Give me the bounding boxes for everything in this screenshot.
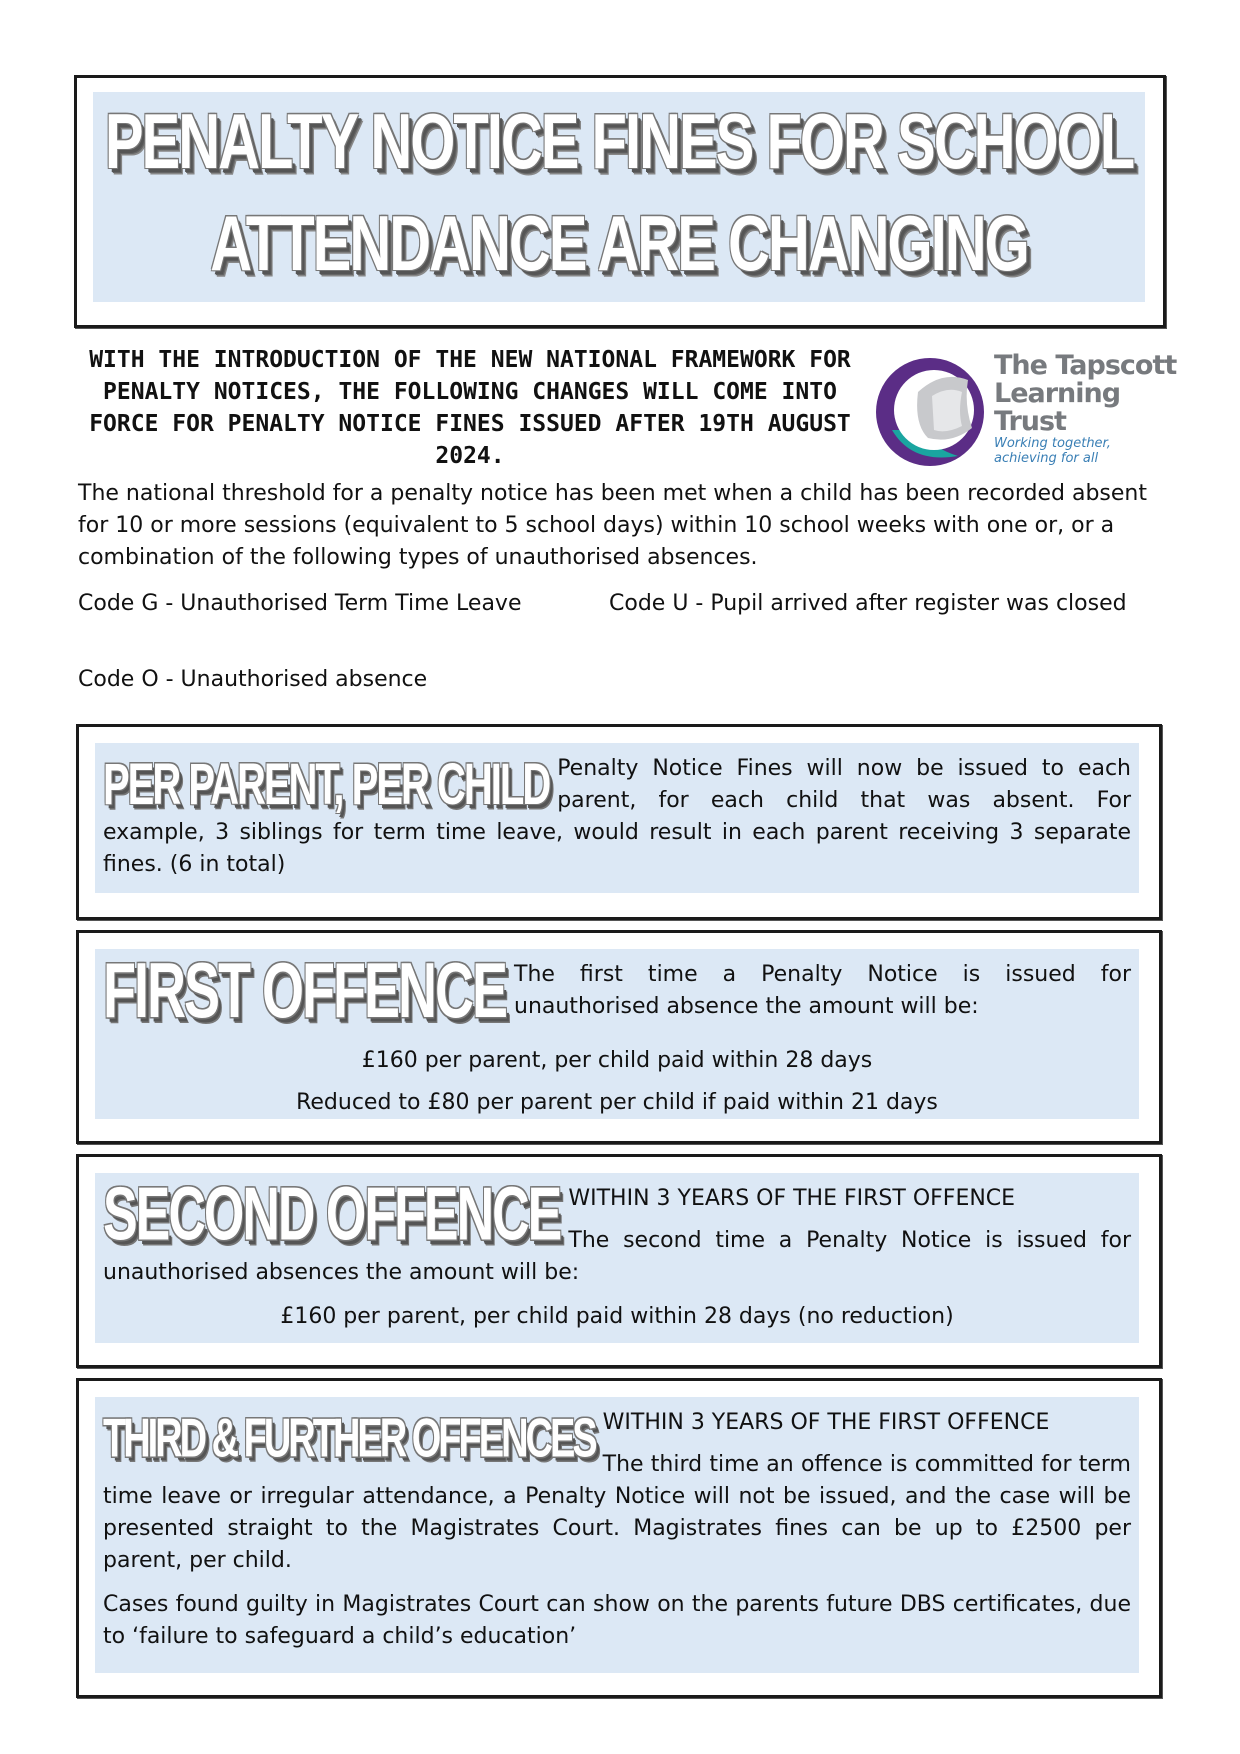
- third-offence-content: [95, 1397, 1139, 1665]
- per-parent-frame: [76, 724, 1162, 920]
- logo-name: [994, 352, 1176, 436]
- first-offence-title: FIRST OFFENCE: [103, 947, 506, 1035]
- logo-name-line-1: The Tapscott: [994, 350, 1177, 381]
- logo-name-line-2: Learning: [994, 378, 1121, 409]
- intro-heading: WITH THE INTRODUCTION OF THE NEW NATIONAL FRAMEWORK FOR PENALTY NOTICES, THE FOLLOWING CHANGES WILL COME INTO FORCE FOR PENALTY NOTICE FINES ISSUED AFTER 19TH AUGUST 2024.: [89, 347, 851, 469]
- logo-tagline: [994, 436, 1111, 466]
- tapscott-logo: [872, 352, 1182, 472]
- code-u: Code U - Pupil arrived after register was closed: [609, 591, 1127, 616]
- second-offence-title: SECOND OFFENCE: [103, 1172, 561, 1257]
- third-offence-within: WITHIN 3 YEARS OF THE FIRST OFFENCE: [602, 1410, 1050, 1435]
- title-banner-panel: [93, 92, 1145, 302]
- per-parent-text: Penalty Notice Fines will now be issued to each parent, for each child that was absent. For example, 3 siblings for term time leave, would result in each parent receiving 3 separate fines. (6 in total): [103, 756, 1131, 877]
- logo-tagline-line-1: Working together,: [994, 436, 1111, 451]
- second-offence-within: WITHIN 3 YEARS OF THE FIRST OFFENCE: [568, 1186, 1016, 1211]
- first-offence-frame: [76, 930, 1162, 1144]
- third-offence-title: THIRD & FURTHER OFFENCES: [103, 1408, 595, 1470]
- first-offence-amount: £160 per parent, per child paid within 28 days: [361, 1048, 873, 1073]
- threshold-paragraph: The national threshold for a penalty notice has been met when a child has been recorded absent for 10 or more sessions (equivalent to 5 school days) within 10 school weeks with one or, or a combination of the following types of unauthorised absences.: [78, 481, 1147, 570]
- third-offence-dbs-text: Cases found guilty in Magistrates Court can show on the parents future DBS certificates, due to ‘failure to safeguard a child’s education’: [103, 1592, 1131, 1649]
- logo-name-line-3: Trust: [994, 406, 1066, 437]
- title-banner-frame: [74, 75, 1166, 328]
- third-offence-text: The third time an offence is committed for term time leave or irregular attendance, a Penalty Notice will not be issued, and the case will be presented straight to the Magistrates Court. Magistrates fines can be up to £2500 per parent, per child.: [103, 1452, 1131, 1573]
- logo-tagline-line-2: achieving for all: [994, 451, 1099, 466]
- second-offence-frame: [76, 1154, 1162, 1368]
- second-offence-content: [95, 1173, 1139, 1333]
- second-offence-text: The second time a Penalty Notice is issued for unauthorised absences the amount will be:: [103, 1228, 1131, 1285]
- per-parent-title: PER PARENT, PER CHILD: [103, 753, 550, 817]
- code-g: Code G - Unauthorised Term Time Leave: [78, 591, 522, 616]
- title-line-1: PENALTY NOTICE FINES FOR SCHOOL: [104, 97, 1134, 186]
- code-o: Code O - Unauthorised absence: [78, 667, 428, 692]
- logo-mark-icon: [872, 352, 990, 470]
- first-offence-content: [95, 949, 1139, 1119]
- second-offence-amount: £160 per parent, per child paid within 28 days (no reduction): [280, 1304, 954, 1329]
- first-offence-text: The first time a Penalty Notice is issued for unauthorised absence the amount will be:: [514, 962, 1131, 1019]
- title-line-2: ATTENDANCE ARE CHANGING: [210, 199, 1028, 288]
- first-offence-reduced: Reduced to £80 per parent per child if paid within 21 days: [296, 1090, 938, 1115]
- third-offence-frame: [76, 1378, 1162, 1698]
- per-parent-content: [95, 743, 1139, 893]
